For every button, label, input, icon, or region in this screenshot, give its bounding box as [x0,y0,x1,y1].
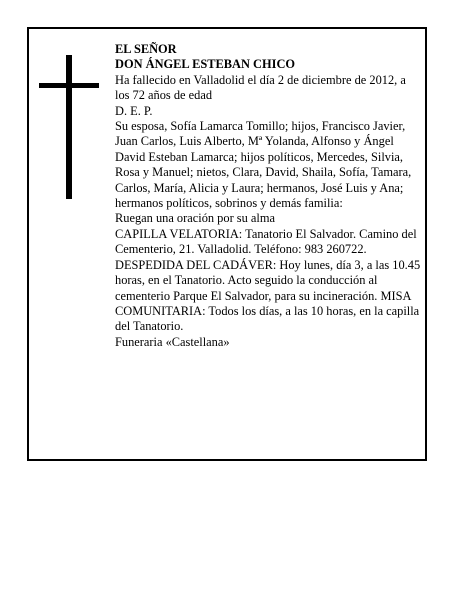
notice-text-block [115,42,421,350]
chapel-details: CAPILLA VELATORIA: Tanatorio El Salvador. Camino del Cementerio, 21. Valladolid. Teléfono: 983 260722. [115,226,417,257]
rest-in-peace: D. E. P. [115,103,153,118]
cross-icon [39,55,99,199]
death-details: Ha fallecido en Valladolid el día 2 de diciembre de 2012, a los 72 años de edad [115,72,406,103]
cross-horizontal-bar [39,83,99,88]
cross-vertical-bar [66,55,72,199]
farewell-details: DESPEDIDA DEL CADÁVER: Hoy lunes, día 3, a las 10.45 horas, en el Tanatorio. Acto seguido la conducción al cementerio Parque El Salvador, para su incineración. MISA COMUNITARIA: Todos los días, a las 10 horas, en la capilla del Tanatorio. [115,257,421,334]
prayer-request: Ruegan una oración por su alma [115,211,275,226]
notice-title: EL SEÑOR [115,42,177,56]
family-list: Su esposa, Sofía Lamarca Tomillo; hijos, Francisco Javier, Juan Carlos, Luis Alberto, Mª Yolanda, Alfonso y Ángel David Esteban Lamarca; hijos políticos, Mercedes, Silvia, Rosa y Manuel; nietos, Clara, David, Shaila, Sofía, Tamara, Carlos, María, Alicia y Laura; hermanos, José Luis y Ana; hermanos políticos, sobrinos y demás familia: [115,119,412,211]
funeral-home: Funeraria «Castellana» [115,334,230,349]
obituary-notice [27,27,427,461]
deceased-name: DON ÁNGEL ESTEBAN CHICO [115,57,296,72]
